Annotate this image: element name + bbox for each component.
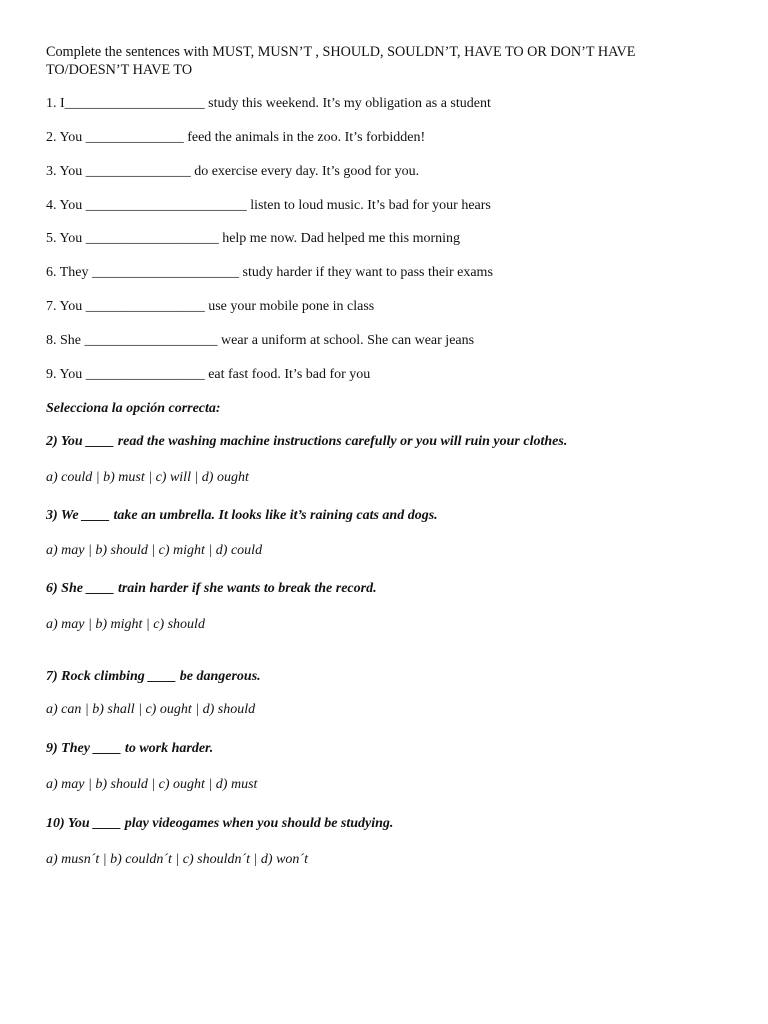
mc-question-6: 6) She ____ train harder if she wants to break the record. — [46, 581, 377, 596]
fill-in-item-6: 6. They _____________________ study harder if they want to pass their exams — [46, 265, 493, 280]
mc-question-9: 9) They ____ to work harder. — [46, 741, 214, 756]
mc-question-10: 10) You ____ play videogames when you should be studying. — [46, 816, 394, 831]
mc-question-2: 2) You ____ read the washing machine instructions carefully or you will ruin your clothes. — [46, 434, 568, 449]
mc-options-3: a) may | b) should | c) might | d) could — [46, 543, 263, 558]
fill-in-item-7: 7. You _________________ use your mobile pone in class — [46, 299, 375, 314]
fill-in-item-4: 4. You _______________________ listen to loud music. It’s bad for your hears — [46, 198, 491, 213]
fill-in-item-9: 9. You _________________ eat fast food. It’s bad for you — [46, 367, 371, 382]
mc-options-6: a) may | b) might | c) should — [46, 617, 205, 632]
mc-question-7: 7) Rock climbing ____ be dangerous. — [46, 669, 261, 684]
mc-options-9: a) may | b) should | c) ought | d) must — [46, 777, 258, 792]
mc-question-3: 3) We ____ take an umbrella. It looks like it’s raining cats and dogs. — [46, 508, 438, 523]
fill-in-item-3: 3. You _______________ do exercise every day. It’s good for you. — [46, 164, 420, 179]
section-heading: Selecciona la opción correcta: — [46, 401, 221, 416]
fill-in-item-1: 1. I____________________ study this weekend. It’s my obligation as a student — [46, 96, 491, 111]
instructions-text: Complete the sentences with MUST, MUSN’T , SHOULD, SOULDN’T, HAVE TO OR DON’T HAVE TO/DOESN’T HAVE TO — [46, 44, 636, 78]
fill-in-item-5: 5. You ___________________ help me now. Dad helped me this morning — [46, 231, 461, 246]
mc-options-7: a) can | b) shall | c) ought | d) should — [46, 702, 256, 717]
fill-in-item-2: 2. You ______________ feed the animals in the zoo. It’s forbidden! — [46, 130, 426, 145]
mc-options-2: a) could | b) must | c) will | d) ought — [46, 470, 249, 485]
fill-in-item-8: 8. She ___________________ wear a uniform at school. She can wear jeans — [46, 333, 475, 348]
mc-options-10: a) musn´t | b) couldn´t | c) shouldn´t | d) won´t — [46, 852, 308, 867]
